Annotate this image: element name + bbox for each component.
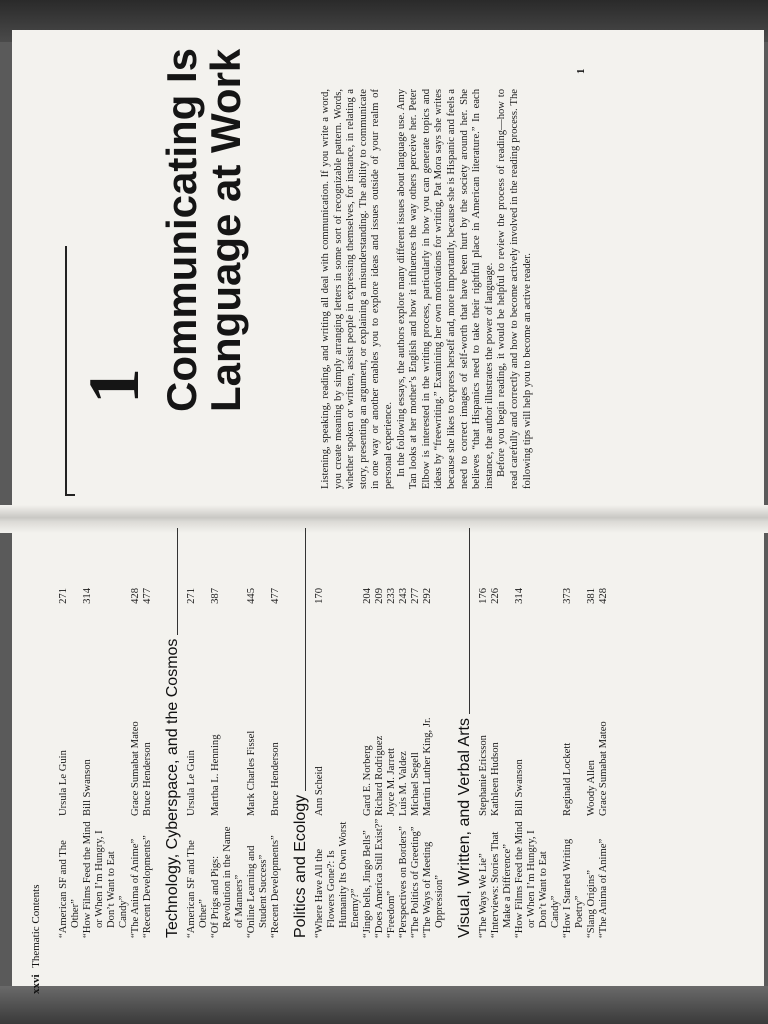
chapter-title-line-2: Language at Work: [202, 48, 249, 412]
toc-entry: [598, 528, 610, 938]
toc-entry: [586, 528, 598, 938]
toc-entry-page: 277: [410, 588, 421, 604]
toc-entry-title: “Jingo bells, Jingo Bells”: [362, 830, 373, 938]
toc-entry-page: 428: [130, 588, 141, 604]
chapter-title-line-1: Communicating Is: [158, 47, 205, 412]
running-head-number: xxvi: [30, 974, 42, 994]
toc-entry-page: 387: [210, 588, 221, 604]
toc-entry-title: “The Ways We Lie”: [478, 853, 489, 938]
toc-section-heading-text: Visual, Written, and Verbal Arts: [456, 718, 473, 938]
toc-entry-title: “Of Prigs and Pigs: Revolution in the Name of Manners”: [210, 826, 245, 938]
toc-entry: [362, 528, 374, 938]
toc-entry-author: Kathleen Hudson: [490, 742, 501, 816]
toc-entry-author: Ursula Le Guin: [186, 750, 197, 816]
toc-section-rule: [168, 528, 178, 635]
toc-entry-author: Grace Sumabat Mateo: [130, 721, 141, 816]
toc-entry-author: Woody Allen: [586, 760, 597, 816]
toc-entry-page: 314: [514, 588, 525, 604]
toc-entry-author: Bill Swanson: [82, 759, 93, 816]
toc-entry-title: “How Films Feed the Mind or When I’m Hungry, I Don’t Want to Eat Candy”: [82, 821, 129, 938]
toc-entry-title: “How I Started Writing Poetry”: [562, 838, 585, 938]
toc-section-heading-text: Technology, Cyberspace, and the Cosmos: [164, 638, 181, 938]
toc-entry-author: Martha L. Henning: [210, 734, 221, 816]
toc-entry: [142, 528, 154, 938]
thematic-contents: [58, 528, 610, 938]
page-folio: 1: [575, 68, 587, 74]
toc-entry-author: Joyce M. Jarrett: [386, 748, 397, 816]
toc-entry-page: 381: [586, 588, 597, 604]
toc-section-heading-text: Politics and Ecology: [292, 794, 309, 938]
toc-entry: [478, 528, 490, 938]
toc-entry-author: Martin Luther King, Jr.: [422, 717, 433, 816]
toc-entry-author: Grace Sumabat Mateo: [598, 721, 609, 816]
toc-entry-title: “Slang Origins”: [586, 870, 597, 938]
chapter-rule-tick: [65, 494, 75, 496]
toc-entry: [422, 528, 446, 938]
chapter-title: [160, 32, 248, 412]
toc-entry: [270, 528, 282, 938]
toc-entry-title: “Interviews: Stories That Make a Difference”: [490, 831, 513, 938]
toc-entry-page: 243: [398, 588, 409, 604]
toc-entry-author: Ursula Le Guin: [58, 750, 69, 816]
toc-entry: [130, 528, 142, 938]
toc-entry-page: 209: [374, 588, 385, 604]
toc-entry-page: 314: [82, 588, 93, 604]
toc-entry-page: 226: [490, 588, 501, 604]
toc-entry: [490, 528, 514, 938]
toc-entry-page: 271: [186, 588, 197, 604]
toc-entry: [410, 528, 422, 938]
intro-paragraph: Before you begin reading, it would be helpful to review the process of reading—how to read carefully and correctly and how to become actively involved in the reading process. The following tips will help you to become an active reader.: [496, 89, 533, 489]
chapter-number: 1: [74, 368, 154, 404]
toc-entry: [374, 528, 386, 938]
toc-section-rule: [460, 528, 470, 714]
toc-entry-title: “Online Learning and Student Success”: [246, 845, 269, 938]
toc-entry-title: “Recent Developments”: [270, 835, 281, 938]
toc-entry: [82, 528, 130, 938]
toc-section-heading: [456, 528, 474, 938]
toc-entry-page: 373: [562, 588, 573, 604]
toc-entry: [210, 528, 246, 938]
toc-entry: [314, 528, 362, 938]
toc-entry: [562, 528, 586, 938]
toc-entry-author: Bill Swanson: [514, 759, 525, 816]
toc-entry: [398, 528, 410, 938]
toc-entry-page: 477: [270, 588, 281, 604]
toc-section-heading: [292, 528, 310, 938]
toc-section-rule: [296, 528, 306, 791]
toc-entry-author: Ann Scheid: [314, 766, 325, 816]
toc-entry-title: “The Ways of Meeting Oppression”: [422, 841, 445, 938]
toc-entry-author: Mark Charles Fissel: [246, 730, 257, 816]
toc-entry-page: 271: [58, 588, 69, 604]
toc-entry-page: 445: [246, 588, 257, 604]
running-head-title: Thematic Contents: [30, 884, 42, 968]
toc-entry-page: 233: [386, 588, 397, 604]
toc-entry-title: “How Films Feed the Mind or When I’m Hungry, I Don’t Want to Eat Candy”: [514, 821, 561, 938]
toc-entry-page: 170: [314, 588, 325, 604]
toc-entry-page: 292: [422, 588, 433, 604]
toc-entry-author: Bruce Henderson: [270, 742, 281, 816]
toc-entry-author: Michael Segell: [410, 752, 421, 816]
toc-entry-title: “Perspectives on Borders”: [398, 826, 409, 938]
toc-entry-title: “Where Have All the Flowers Gone?: Is Humanity Its Own Worst Enemy?”: [314, 821, 361, 938]
toc-entry-author: Richard Rodriguez: [374, 735, 385, 816]
toc-entry-title: “The Anima of Anime”: [598, 838, 609, 938]
toc-section-heading: [164, 528, 182, 938]
toc-entry: [386, 528, 398, 938]
toc-entry-page: 176: [478, 588, 489, 604]
toc-entry-title: “American SF and The Other”: [186, 840, 209, 938]
toc-entry-title: “American SF and The Other”: [58, 840, 81, 938]
toc-entry: [514, 528, 562, 938]
intro-paragraph: Listening, speaking, reading, and writing all deal with communication. If you write a word, you create meaning by simply arranging letters in some sort of recognizable pattern. Words, whether spoken or written, assist people in expressing themselves, for instance, in relating a story, presenting an argument, or explaining a misunderstanding. The ability to communicate in one way or another enables you to explore ideas and issues outside of your realm of personal experience.: [320, 89, 394, 489]
toc-entry-title: “Does America Still Exist?”: [374, 818, 385, 938]
toc-entry-author: Reginald Lockett: [562, 742, 573, 816]
toc-entry-page: 204: [362, 588, 373, 604]
running-head: [30, 884, 42, 994]
toc-entry-page: 428: [598, 588, 609, 604]
toc-entry: [186, 528, 210, 938]
toc-entry-title: “Recent Developments”: [142, 835, 153, 938]
toc-entry-author: Gard E. Norberg: [362, 745, 373, 816]
toc-entry-title: “Freedom”: [386, 890, 397, 938]
toc-entry-title: “The Politics of Greeting”: [410, 826, 421, 938]
toc-entry-author: Stephanie Ericsson: [478, 735, 489, 816]
toc-entry-title: “The Anima of Anime”: [130, 838, 141, 938]
toc-entry: [246, 528, 270, 938]
intro-paragraph: In the following essays, the authors explore many different issues about language use. Amy Tan looks at her mother’s English and how it influences the way others perceive her. Peter Elbow is interested in the writing process, particularly in how you can generate topics and ideas by “freewriting.” Examining her own motivations for writing, Pat Mora says she writes because she likes to express herself and, more importantly, because she is Hispanic and feels a need to correct images of self-worth that have been hurt by the society around her. She believes “that Hispanics need to take their rightful place in American literature.” In each instance, the author illustrates the power of language.: [395, 89, 495, 489]
toc-entry-author: Bruce Henderson: [142, 742, 153, 816]
chapter-rule: [65, 246, 67, 496]
chapter-intro-text: [320, 89, 534, 489]
toc-entry-page: 477: [142, 588, 153, 604]
toc-entry: [58, 528, 82, 938]
toc-entry-author: Luis M. Valdez: [398, 751, 409, 816]
